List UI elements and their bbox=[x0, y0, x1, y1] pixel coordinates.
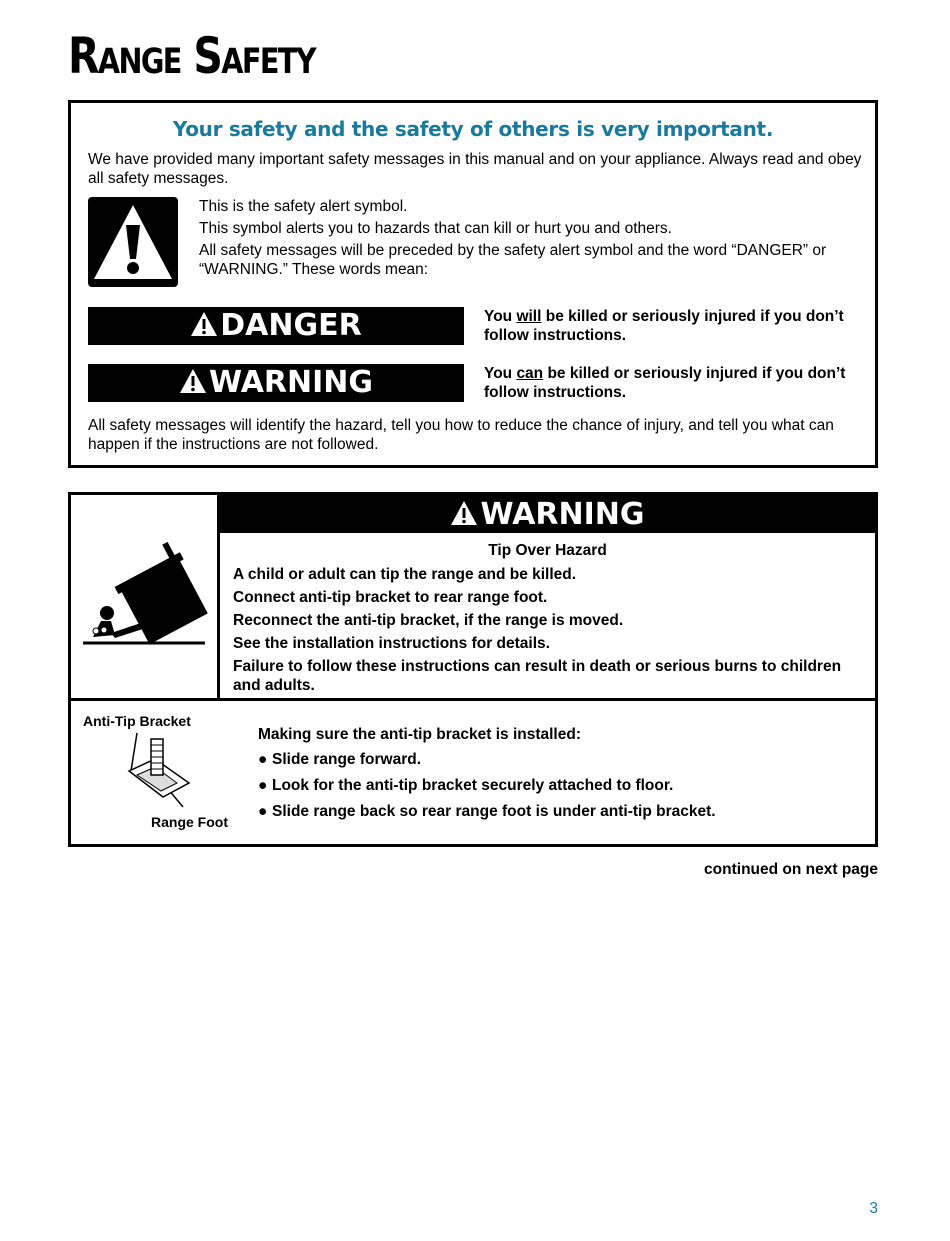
hazard-lines bbox=[233, 565, 853, 699]
tipping-range-icon bbox=[71, 495, 217, 698]
hazard-line: Connect anti-tip bracket to rear range foot. bbox=[233, 589, 548, 606]
hazard-line: A child or adult can tip the range and be killed. bbox=[233, 566, 577, 583]
bullet: ● bbox=[258, 751, 268, 768]
safety-messages-box bbox=[68, 100, 878, 468]
warning-banner bbox=[88, 364, 464, 402]
step-text: Slide range forward. bbox=[272, 751, 422, 768]
continued-note: continued on next page bbox=[704, 861, 878, 878]
anti-tip-bracket-label: Anti-Tip Bracket bbox=[83, 713, 191, 729]
symbol-explanation bbox=[199, 197, 859, 282]
safety-closing: All safety messages will identify the hazard, tell you how to reduce the chance of injury, and tell you what can happen if the instructions are not followed. bbox=[88, 417, 834, 453]
hazard-line: Failure to follow these instructions can result in death or serious burns to children and adults. bbox=[233, 658, 842, 694]
danger-label: DANGER bbox=[220, 308, 362, 343]
warning-meaning-key: can bbox=[516, 365, 544, 382]
tip-over-warning-box bbox=[68, 492, 878, 847]
box-divider bbox=[71, 698, 875, 701]
warning-triangle-icon bbox=[179, 366, 207, 404]
bullet: ● bbox=[258, 777, 268, 794]
symbol-line: All safety messages will be preceded by the safety alert symbol and the word “DANGER” or “WARNING.” These words mean: bbox=[199, 242, 827, 278]
danger-meaning-pre: You bbox=[484, 308, 517, 325]
warning-triangle-icon bbox=[190, 309, 218, 347]
danger-meaning-key: will bbox=[516, 308, 542, 325]
step-item bbox=[258, 750, 858, 769]
danger-meaning bbox=[484, 307, 869, 345]
step-item bbox=[258, 802, 858, 821]
hazard-title: Tip Over Hazard bbox=[488, 542, 607, 559]
symbol-line: This symbol alerts you to hazards that can kill or hurt you and others. bbox=[199, 220, 672, 237]
page-number: 3 bbox=[869, 1200, 878, 1217]
warning-meaning bbox=[484, 364, 869, 402]
anti-tip-bracket-illustration bbox=[111, 731, 221, 818]
range-foot-label: Range Foot bbox=[151, 814, 228, 830]
tip-over-warning-banner bbox=[220, 495, 875, 533]
page-title: Range Safety bbox=[68, 27, 315, 85]
tip-over-illustration bbox=[71, 495, 220, 698]
danger-banner bbox=[88, 307, 464, 345]
safety-headline: Your safety and the safety of others is very important. bbox=[172, 117, 774, 141]
tip-over-warning-label: WARNING bbox=[480, 497, 645, 532]
installation-check-steps bbox=[258, 725, 858, 828]
bullet: ● bbox=[258, 803, 268, 820]
hazard-line: Reconnect the anti-tip bracket, if the range is moved. bbox=[233, 612, 624, 629]
safety-intro: We have provided many important safety messages in this manual and on your appliance. Always read and obey all safety messages. bbox=[88, 151, 862, 187]
hazard-line: See the installation instructions for details. bbox=[233, 635, 550, 652]
warning-meaning-post: be killed or seriously injured if you don’t follow instructions. bbox=[484, 365, 846, 401]
danger-meaning-post: be killed or seriously injured if you don’t follow instructions. bbox=[484, 308, 844, 344]
warning-triangle-icon bbox=[450, 497, 478, 537]
warning-label: WARNING bbox=[208, 365, 374, 400]
symbol-line: This is the safety alert symbol. bbox=[199, 198, 408, 215]
steps-lead: Making sure the anti-tip bracket is installed: bbox=[258, 726, 581, 743]
step-text: Look for the anti-tip bracket securely attached to floor. bbox=[272, 777, 674, 794]
step-text: Slide range back so rear range foot is under anti-tip bracket. bbox=[272, 803, 716, 820]
step-item bbox=[258, 776, 858, 795]
bracket-icon bbox=[111, 731, 221, 813]
safety-alert-icon bbox=[88, 197, 178, 287]
warning-meaning-pre: You bbox=[484, 365, 517, 382]
